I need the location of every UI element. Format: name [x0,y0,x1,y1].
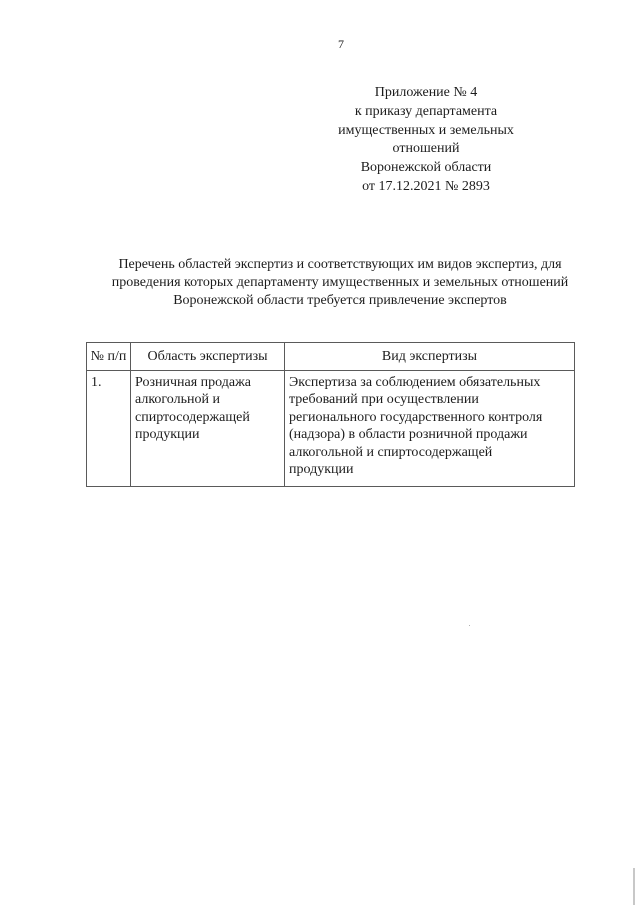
table-header-row [87,343,575,371]
page-number: 7 [338,37,344,51]
appendix-line: от 17.12.2021 № 2893 [362,178,490,194]
appendix-line: Приложение № 4 [374,85,478,100]
scan-edge-artifact [633,868,635,905]
cell-type-line: продукции [289,462,354,478]
cell-number: 1. [87,371,131,487]
cell-type-line: требований при осуществлении [289,392,479,408]
scan-artifact [469,625,470,626]
header-number: № п/п [87,343,131,371]
appendix-header [310,84,542,197]
cell-type [285,371,575,487]
appendix-line: имущественных и земельных [338,122,514,138]
cell-area-line: алкогольной и [135,392,220,408]
title-line: Воронежской области требуется привлечение экспертов [173,293,507,308]
header-area: Область экспертизы [131,343,285,371]
experts-table [86,342,575,487]
cell-type-line: (надзора) в области розничной продажи [289,427,528,443]
appendix-line: Воронежской области [360,160,492,176]
header-type: Вид экспертизы [285,343,575,371]
table-row [87,371,575,487]
appendix-line: к приказу департамента [354,103,498,119]
title-line: Перечень областей экспертиз и соответствующих им видов экспертиз, для [118,257,562,272]
appendix-line: отношений [392,141,460,157]
cell-area-line: спиртосодержащей [135,409,250,425]
cell-type-line: регионального государственного контроля [289,409,543,425]
cell-type-line: алкогольной и спиртосодержащей [289,444,493,460]
cell-type-line: Экспертиза за соблюдением обязательных [289,375,541,390]
title-line: проведения которых департаменту имущественных и земельных отношений [111,275,569,290]
cell-area-line: Розничная продажа [135,375,251,390]
document-title [80,256,600,310]
cell-area [131,371,285,487]
cell-area-line: продукции [135,427,200,443]
